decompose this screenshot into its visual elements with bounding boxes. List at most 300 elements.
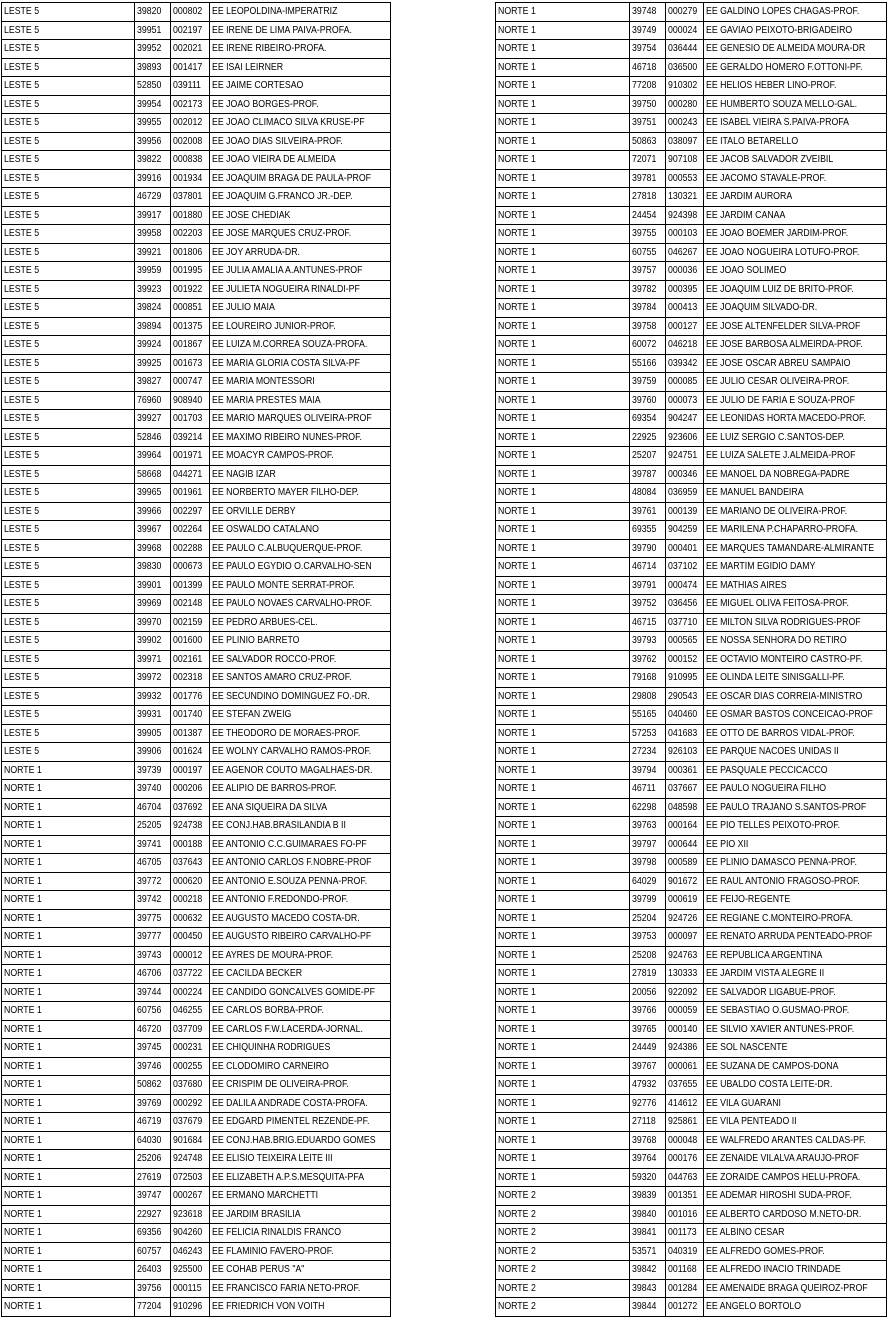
code-cell [135, 1113, 171, 1132]
cell-text: 000589 [668, 857, 698, 869]
cell-text: 24449 [632, 1042, 657, 1054]
cell-text: EE FLAMINIO FAVERO-PROF. [212, 1245, 334, 1257]
cell-text: 46714 [632, 561, 657, 573]
code-cell [630, 391, 666, 410]
cell-text: NORTE 1 [498, 746, 536, 758]
school-name-cell [704, 1020, 887, 1039]
school-name-cell [210, 114, 391, 133]
cie-cell [666, 373, 704, 392]
region-cell [2, 743, 135, 762]
cell-text: NORTE 1 [498, 246, 536, 258]
cie-cell [171, 502, 210, 521]
school-name-cell [704, 299, 887, 318]
table-row [496, 558, 887, 577]
region-cell [496, 225, 630, 244]
region-cell [496, 817, 630, 836]
code-cell [630, 1039, 666, 1058]
school-name-cell [704, 484, 887, 503]
cell-text: 000048 [668, 1134, 698, 1146]
code-cell [630, 77, 666, 96]
region-cell [2, 835, 135, 854]
cell-text: EE MARTIM EGIDIO DAMY [706, 561, 816, 573]
table-row [496, 225, 887, 244]
region-cell [2, 1224, 135, 1243]
cie-cell [171, 1261, 210, 1280]
region-cell [496, 1076, 630, 1095]
code-cell [630, 410, 666, 429]
cell-text: LESTE 5 [4, 616, 40, 628]
cell-text: 39968 [137, 542, 162, 554]
table-row [496, 1094, 887, 1113]
school-name-cell [704, 743, 887, 762]
cell-text: LESTE 5 [4, 727, 40, 739]
cell-text: EE PAULO NOGUEIRA FILHO [706, 783, 827, 795]
cell-text: NORTE 1 [4, 986, 42, 998]
cell-text: 002203 [173, 228, 203, 240]
cell-text: EE JARDIM VISTA ALEGRE II [706, 968, 825, 980]
cell-text: EE VILA PENTEADO II [706, 1116, 797, 1128]
region-cell [2, 1261, 135, 1280]
region-cell [496, 761, 630, 780]
code-cell [630, 1002, 666, 1021]
cell-text: 47932 [632, 1079, 657, 1091]
school-name-cell [704, 151, 887, 170]
table-row [2, 743, 391, 762]
table-row [496, 1187, 887, 1206]
cell-text: EE ANA SIQUEIRA DA SILVA [212, 801, 328, 813]
school-name-cell [704, 1131, 887, 1150]
code-cell [630, 428, 666, 447]
cell-text: LESTE 5 [4, 61, 40, 73]
cell-text: 001375 [173, 320, 203, 332]
cell-text: NORTE 1 [498, 413, 536, 425]
cie-cell [171, 539, 210, 558]
cell-text: NORTE 1 [4, 1264, 42, 1276]
code-cell [135, 965, 171, 984]
cell-text: NORTE 1 [498, 561, 536, 573]
cie-cell [666, 891, 704, 910]
cell-text: 39741 [137, 838, 162, 850]
code-cell [630, 1187, 666, 1206]
cell-text: 000231 [173, 1042, 203, 1054]
cell-text: EE FRANCISCO FARIA NETO-PROF. [212, 1282, 361, 1294]
cell-text: NORTE 1 [498, 542, 536, 554]
cell-text: EE SALVADOR LIGABUE-PROF. [706, 986, 836, 998]
table-row [496, 410, 887, 429]
code-cell [630, 95, 666, 114]
cell-text: NORTE 1 [498, 709, 536, 721]
cell-text: LESTE 5 [4, 98, 40, 110]
school-name-cell [210, 687, 391, 706]
cell-text: 39839 [632, 1190, 657, 1202]
school-name-cell [704, 317, 887, 336]
cell-text: EE CANDIDO GONCALVES GOMIDE-PF [212, 986, 375, 998]
code-cell [135, 1076, 171, 1095]
school-name-cell [704, 595, 887, 614]
school-name-cell [210, 1113, 391, 1132]
region-cell [496, 391, 630, 410]
school-name-cell [210, 1168, 391, 1187]
school-name-cell [704, 1242, 887, 1261]
school-name-cell [210, 1131, 391, 1150]
code-cell [135, 1020, 171, 1039]
cie-cell [666, 1150, 704, 1169]
table-row [496, 132, 887, 151]
code-cell [630, 613, 666, 632]
cell-text: NORTE 1 [498, 838, 536, 850]
cell-text: EE STEFAN ZWEIG [212, 709, 292, 721]
cie-cell [666, 502, 704, 521]
cell-text: 002264 [173, 524, 203, 536]
cell-text: 39765 [632, 1023, 657, 1035]
code-cell [135, 1002, 171, 1021]
table-row [496, 1279, 887, 1298]
cie-cell [666, 817, 704, 836]
region-cell [2, 410, 135, 429]
cell-text: 000450 [173, 931, 203, 943]
cie-cell [666, 687, 704, 706]
cell-text: NORTE 1 [498, 302, 536, 314]
region-cell [496, 40, 630, 59]
region-cell [2, 965, 135, 984]
cell-text: 39924 [137, 339, 162, 351]
school-name-cell [704, 1168, 887, 1187]
cell-text: EE NAGIB IZAR [212, 468, 276, 480]
school-name-cell [704, 447, 887, 466]
cell-text: LESTE 5 [4, 542, 40, 554]
region-cell [2, 891, 135, 910]
table-row [496, 336, 887, 355]
table-row [2, 206, 391, 225]
cell-text: EE COHAB PERUS "A" [212, 1264, 305, 1276]
code-cell [135, 1131, 171, 1150]
table-row [2, 613, 391, 632]
cell-text: LESTE 5 [4, 228, 40, 240]
region-cell [496, 632, 630, 651]
code-cell [135, 262, 171, 281]
cell-text: 000267 [173, 1190, 203, 1202]
code-cell [630, 114, 666, 133]
cie-cell [666, 780, 704, 799]
cell-text: NORTE 1 [498, 154, 536, 166]
cell-text: 39791 [632, 579, 657, 591]
cell-text: 002173 [173, 98, 203, 110]
code-cell [135, 724, 171, 743]
cell-text: 038097 [668, 135, 698, 147]
table-row [496, 1298, 887, 1317]
cell-text: EE ADEMAR HIROSHI SUDA-PROF. [706, 1190, 852, 1202]
cell-text: EE DALILA ANDRADE COSTA-PROFA. [212, 1097, 368, 1109]
cell-text: 000292 [173, 1097, 203, 1109]
cell-text: 39954 [137, 98, 162, 110]
cell-text: 59320 [632, 1171, 657, 1183]
cie-cell [171, 151, 210, 170]
code-cell [135, 336, 171, 355]
school-name-cell [704, 632, 887, 651]
school-name-cell [210, 280, 391, 299]
table-row [2, 1039, 391, 1058]
cell-text: LESTE 5 [4, 43, 40, 55]
code-cell [135, 1298, 171, 1317]
region-cell [496, 1150, 630, 1169]
table-row [496, 280, 887, 299]
cell-text: EE PAULO NOVAES CARVALHO-PROF. [212, 598, 373, 610]
cell-text: 002008 [173, 135, 203, 147]
code-cell [630, 632, 666, 651]
school-name-cell [704, 428, 887, 447]
cell-text: 39902 [137, 635, 162, 647]
region-cell [2, 706, 135, 725]
cell-text: EE JACOB SALVADOR ZVEIBIL [706, 154, 834, 166]
cell-text: NORTE 1 [498, 857, 536, 869]
region-cell [496, 188, 630, 207]
cie-cell [171, 1224, 210, 1243]
code-cell [135, 206, 171, 225]
cell-text: 39969 [137, 598, 162, 610]
region-cell [496, 299, 630, 318]
region-cell [2, 613, 135, 632]
code-cell [630, 1150, 666, 1169]
region-cell [496, 484, 630, 503]
cie-cell [171, 465, 210, 484]
cell-text: EE AUGUSTO RIBEIRO CARVALHO-PF [212, 931, 372, 943]
table-row [2, 40, 391, 59]
cell-text: LESTE 5 [4, 24, 40, 36]
region-cell [2, 95, 135, 114]
region-cell [2, 724, 135, 743]
region-cell [2, 447, 135, 466]
cell-text: 001351 [668, 1190, 698, 1202]
region-cell [496, 354, 630, 373]
cell-text: 48084 [632, 487, 657, 499]
cie-cell [666, 724, 704, 743]
region-cell [496, 724, 630, 743]
code-cell [630, 58, 666, 77]
table-row [2, 1094, 391, 1113]
code-cell [630, 1020, 666, 1039]
cie-cell [666, 669, 704, 688]
code-cell [630, 484, 666, 503]
cell-text: EE THEODORO DE MORAES-PROF. [212, 727, 361, 739]
cell-text: 037709 [173, 1023, 203, 1035]
cell-text: 39760 [632, 394, 657, 406]
school-name-cell [704, 835, 887, 854]
cie-cell [666, 1131, 704, 1150]
cell-text: 000346 [668, 468, 698, 480]
cell-text: 39748 [632, 6, 657, 18]
cell-text: EE CONJ.HAB.BRIG.EDUARDO GOMES [212, 1134, 376, 1146]
cie-cell [666, 58, 704, 77]
school-name-cell [210, 225, 391, 244]
table-row [2, 946, 391, 965]
region-cell [496, 1279, 630, 1298]
cell-text: 27619 [137, 1171, 162, 1183]
cie-cell [171, 1039, 210, 1058]
cell-text: NORTE 1 [498, 1134, 536, 1146]
cell-text: LESTE 5 [4, 209, 40, 221]
cell-text: 001168 [668, 1264, 697, 1276]
cell-text: 46718 [632, 61, 657, 73]
cell-text: LESTE 5 [4, 635, 40, 647]
cell-text: 002148 [173, 598, 203, 610]
cell-text: 001995 [173, 265, 203, 277]
table-row [2, 650, 391, 669]
code-cell [630, 1076, 666, 1095]
school-name-cell [210, 465, 391, 484]
cie-cell [171, 872, 210, 891]
cell-text: 25206 [137, 1153, 162, 1165]
cell-text: EE MARIO MARQUES OLIVEIRA-PROF [212, 413, 372, 425]
code-cell [630, 206, 666, 225]
code-cell [135, 151, 171, 170]
cell-text: 39964 [137, 450, 162, 462]
cell-text: NORTE 1 [4, 968, 42, 980]
region-cell [2, 40, 135, 59]
cell-text: 000197 [173, 764, 203, 776]
region-cell [496, 95, 630, 114]
region-cell [496, 1039, 630, 1058]
cell-text: 037679 [173, 1116, 203, 1128]
cell-text: EE LUIZA SALETE J.ALMEIDA-PROF [706, 450, 856, 462]
code-cell [630, 909, 666, 928]
school-name-cell [210, 410, 391, 429]
cell-text: EE FRIEDRICH VON VOITH [212, 1301, 325, 1313]
cell-text: 923618 [173, 1208, 203, 1220]
cell-text: EE WALFREDO ARANTES CALDAS-PF. [706, 1134, 866, 1146]
table-row [2, 706, 391, 725]
school-name-cell [704, 502, 887, 521]
cell-text: LESTE 5 [4, 505, 40, 517]
right-school-table [495, 2, 887, 1317]
region-cell [496, 1057, 630, 1076]
school-name-cell [210, 484, 391, 503]
cell-text: 39743 [137, 949, 162, 961]
cell-text: 39959 [137, 265, 162, 277]
cell-text: 39901 [137, 579, 162, 591]
cell-text: 000802 [173, 6, 203, 18]
code-cell [135, 1094, 171, 1113]
cell-text: 001600 [173, 635, 203, 647]
table-row [496, 1076, 887, 1095]
cie-cell [171, 706, 210, 725]
cell-text: EE AMENAIDE BRAGA QUEIROZ-PROF [706, 1282, 868, 1294]
code-cell [135, 1168, 171, 1187]
cell-text: 000224 [173, 986, 203, 998]
cell-text: NORTE 1 [498, 191, 536, 203]
region-cell [2, 280, 135, 299]
code-cell [135, 40, 171, 59]
cie-cell [666, 77, 704, 96]
cell-text: EE JOSE OSCAR ABREU SAMPAIO [706, 357, 851, 369]
school-name-cell [210, 151, 391, 170]
cell-text: NORTE 2 [498, 1190, 536, 1202]
cell-text: 000632 [173, 912, 203, 924]
school-name-cell [704, 576, 887, 595]
cell-text: EE WOLNY CARVALHO RAMOS-PROF. [212, 746, 372, 758]
cell-text: 904259 [668, 524, 698, 536]
cell-text: 39793 [632, 635, 657, 647]
right-table-body [496, 3, 887, 1317]
cell-text: EE NORBERTO MAYER FILHO-DEP. [212, 487, 359, 499]
cell-text: EE ANTONIO E.SOUZA PENNA-PROF. [212, 875, 368, 887]
region-cell [2, 58, 135, 77]
cell-text: 62298 [632, 801, 657, 813]
cell-text: 39841 [632, 1227, 657, 1239]
region-cell [2, 558, 135, 577]
cell-text: 926103 [668, 746, 698, 758]
cell-text: 924398 [668, 209, 698, 221]
cell-text: 39787 [632, 468, 657, 480]
cie-cell [666, 336, 704, 355]
code-cell [135, 835, 171, 854]
table-row [496, 613, 887, 632]
cie-cell [666, 95, 704, 114]
cell-text: LESTE 5 [4, 394, 40, 406]
cell-text: EE OSCAR DIAS CORREIA-MINISTRO [706, 690, 863, 702]
table-row [2, 336, 391, 355]
cie-cell [666, 3, 704, 22]
code-cell [630, 151, 666, 170]
code-cell [630, 891, 666, 910]
code-cell [630, 1242, 666, 1261]
cell-text: 39740 [137, 783, 162, 795]
cell-text: NORTE 1 [498, 783, 536, 795]
code-cell [135, 743, 171, 762]
cell-text: 39822 [137, 154, 162, 166]
cell-text: LESTE 5 [4, 672, 40, 684]
cell-text: EE GAVIAO PEIXOTO-BRIGADEIRO [706, 24, 853, 36]
school-name-cell [704, 354, 887, 373]
table-row [496, 391, 887, 410]
code-cell [135, 687, 171, 706]
cell-text: EE MARIA MONTESSORI [212, 376, 315, 388]
table-row [2, 798, 391, 817]
region-cell [2, 946, 135, 965]
cell-text: 39754 [632, 43, 657, 55]
region-cell [496, 132, 630, 151]
cell-text: NORTE 1 [4, 1079, 42, 1091]
table-row [2, 724, 391, 743]
cell-text: 904247 [668, 413, 698, 425]
cie-cell [171, 761, 210, 780]
code-cell [630, 687, 666, 706]
table-row [2, 225, 391, 244]
cell-text: 39746 [137, 1060, 162, 1072]
table-row [496, 1039, 887, 1058]
cie-cell [171, 336, 210, 355]
code-cell [630, 650, 666, 669]
table-row [496, 521, 887, 540]
table-row [496, 1113, 887, 1132]
cell-text: 040319 [668, 1245, 698, 1257]
cell-text: 39775 [137, 912, 162, 924]
code-cell [630, 576, 666, 595]
school-name-cell [704, 1002, 887, 1021]
cell-text: NORTE 1 [498, 61, 536, 73]
cell-text: 20056 [632, 986, 657, 998]
region-cell [496, 706, 630, 725]
code-cell [630, 3, 666, 22]
cell-text: 000061 [668, 1060, 698, 1072]
cie-cell [666, 354, 704, 373]
region-cell [2, 1279, 135, 1298]
region-cell [2, 928, 135, 947]
cell-text: EE ELISIO TEIXEIRA LEITE III [212, 1153, 333, 1165]
cell-text: 39767 [632, 1060, 657, 1072]
cell-text: 000140 [668, 1023, 698, 1035]
cell-text: EE REPUBLICA ARGENTINA [706, 949, 823, 961]
cell-text: 39956 [137, 135, 162, 147]
